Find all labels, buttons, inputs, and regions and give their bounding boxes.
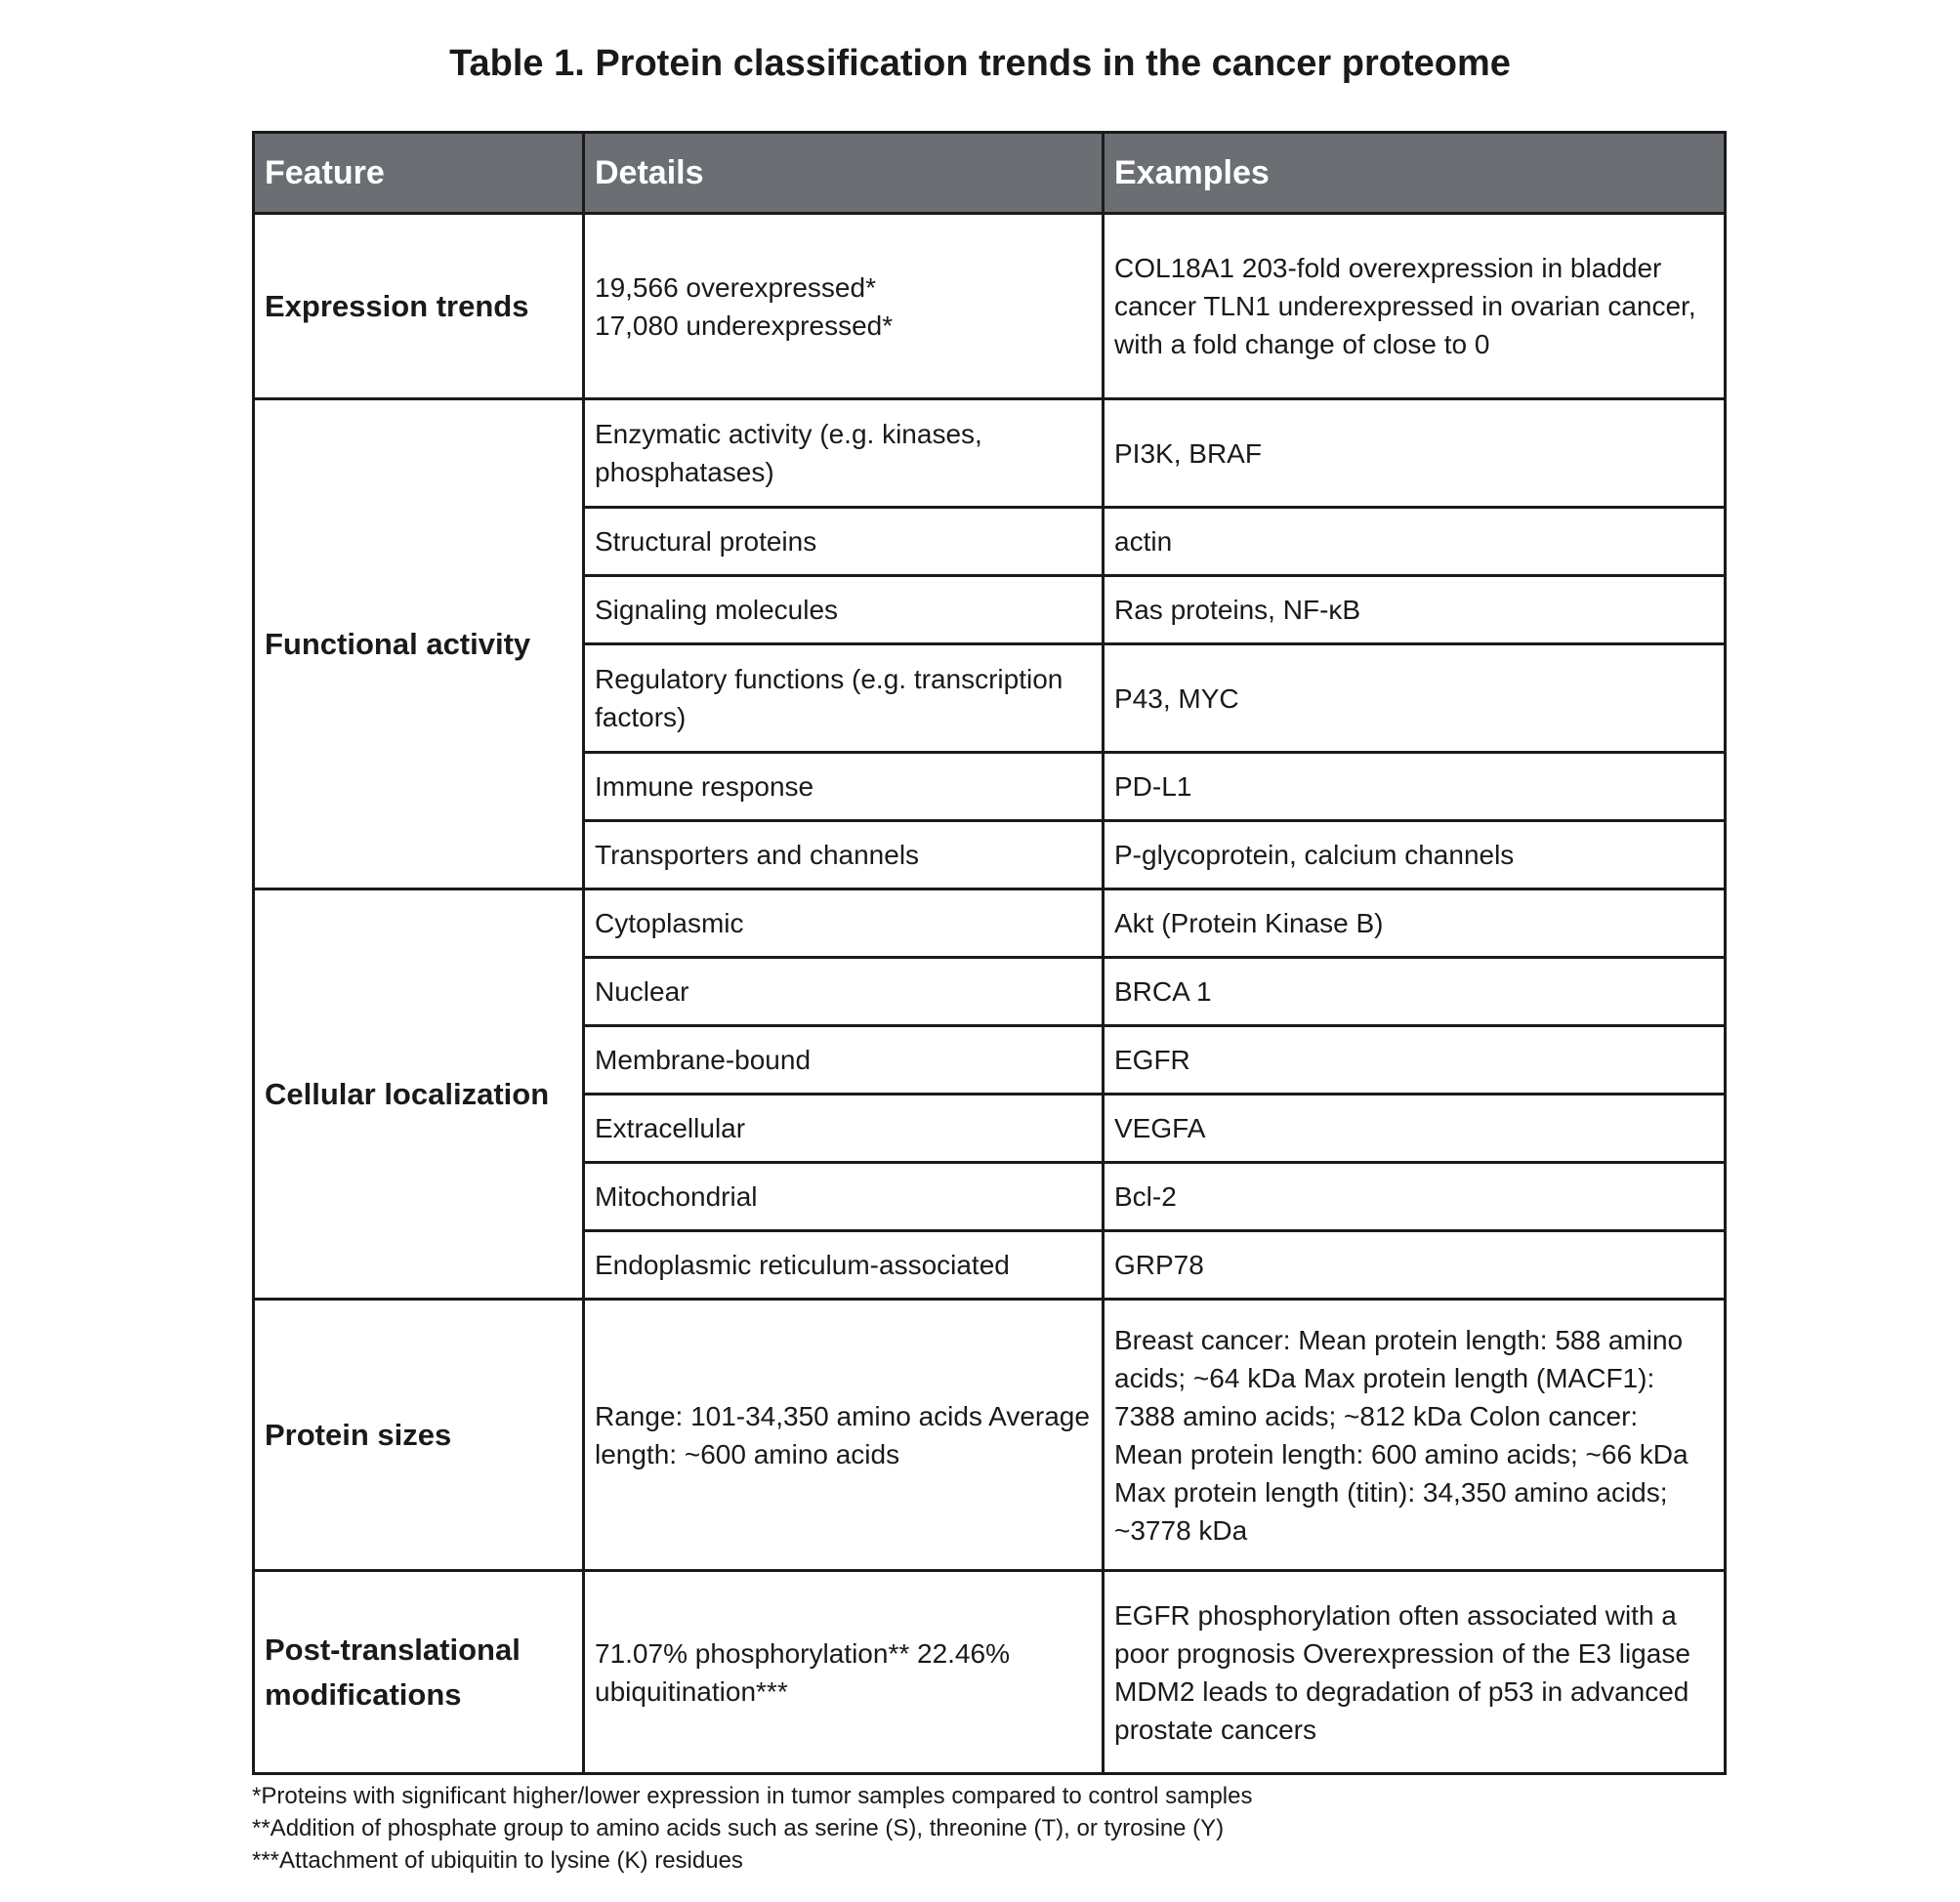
examples-cell: GRP78 bbox=[1104, 1231, 1726, 1300]
examples-cell: Akt (Protein Kinase B) bbox=[1104, 889, 1726, 958]
footnote: ***Attachment of ubiquitin to lysine (K) residues bbox=[252, 1847, 743, 1874]
table-row bbox=[254, 1571, 1726, 1774]
details-cell: Membrane-bound bbox=[584, 1026, 1104, 1095]
protein-classification-table bbox=[252, 131, 1727, 1775]
footnote: *Proteins with significant higher/lower expression in tumor samples compared to control samples bbox=[252, 1783, 1253, 1809]
examples-cell: VEGFA bbox=[1104, 1095, 1726, 1163]
details-cell: Immune response bbox=[584, 753, 1104, 821]
examples-cell: COL18A1 203-fold overexpression in bladder cancer TLN1 underexpressed in ovarian cancer, with a fold change of close to 0 bbox=[1104, 214, 1726, 399]
feature-cell: Protein sizes bbox=[254, 1300, 584, 1571]
details-cell: Signaling molecules bbox=[584, 576, 1104, 644]
examples-cell: PD-L1 bbox=[1104, 753, 1726, 821]
details-cell: 71.07% phosphorylation** 22.46% ubiquitination*** bbox=[584, 1571, 1104, 1774]
details-cell: Mitochondrial bbox=[584, 1163, 1104, 1231]
details-cell: Regulatory functions (e.g. transcription factors) bbox=[584, 644, 1104, 753]
footnotes bbox=[252, 1780, 1252, 1877]
examples-cell: P-glycoprotein, calcium channels bbox=[1104, 821, 1726, 889]
table-row bbox=[254, 399, 1726, 508]
feature-cell: Post-translational modifications bbox=[254, 1571, 584, 1774]
examples-cell: Ras proteins, NF-κB bbox=[1104, 576, 1726, 644]
examples-cell: EGFR bbox=[1104, 1026, 1726, 1095]
details-cell: Cytoplasmic bbox=[584, 889, 1104, 958]
details-cell: Endoplasmic reticulum-associated bbox=[584, 1231, 1104, 1300]
details-cell bbox=[584, 214, 1104, 399]
table-row bbox=[254, 1300, 1726, 1571]
examples-cell: actin bbox=[1104, 508, 1726, 576]
header-row bbox=[254, 133, 1726, 214]
examples-cell: Bcl-2 bbox=[1104, 1163, 1726, 1231]
feature-cell: Functional activity bbox=[254, 399, 584, 889]
header-feature: Feature bbox=[254, 133, 584, 214]
examples-cell: Breast cancer: Mean protein length: 588 amino acids; ~64 kDa Max protein length (MACF1): 7388 amino acids; ~812 kDa Colon cancer: Mean protein length: 600 amino acids; ~66 kDa Max protein length (titin): 34,350 amino acids; ~3778 kDa bbox=[1104, 1300, 1726, 1571]
examples-cell: PI3K, BRAF bbox=[1104, 399, 1726, 508]
feature-cell: Expression trends bbox=[254, 214, 584, 399]
table-row bbox=[254, 214, 1726, 399]
table-title: Table 1. Protein classification trends in the cancer proteome bbox=[449, 43, 1511, 84]
details-line: 17,080 underexpressed* bbox=[595, 310, 894, 341]
examples-cell: EGFR phosphorylation often associated with a poor prognosis Overexpression of the E3 ligase MDM2 leads to degradation of p53 in advanced prostate cancers bbox=[1104, 1571, 1726, 1774]
header-details: Details bbox=[584, 133, 1104, 214]
details-cell: Range: 101-34,350 amino acids Average length: ~600 amino acids bbox=[584, 1300, 1104, 1571]
table-row bbox=[254, 889, 1726, 958]
examples-cell: BRCA 1 bbox=[1104, 958, 1726, 1026]
details-cell: Enzymatic activity (e.g. kinases, phosphatases) bbox=[584, 399, 1104, 508]
details-cell: Transporters and channels bbox=[584, 821, 1104, 889]
footnote: **Addition of phosphate group to amino acids such as serine (S), threonine (T), or tyrosine (Y) bbox=[252, 1815, 1225, 1841]
details-cell: Structural proteins bbox=[584, 508, 1104, 576]
header-examples: Examples bbox=[1104, 133, 1726, 214]
details-cell: Extracellular bbox=[584, 1095, 1104, 1163]
feature-cell: Cellular localization bbox=[254, 889, 584, 1300]
details-cell: Nuclear bbox=[584, 958, 1104, 1026]
examples-cell: P43, MYC bbox=[1104, 644, 1726, 753]
details-line: 19,566 overexpressed* bbox=[595, 271, 876, 303]
